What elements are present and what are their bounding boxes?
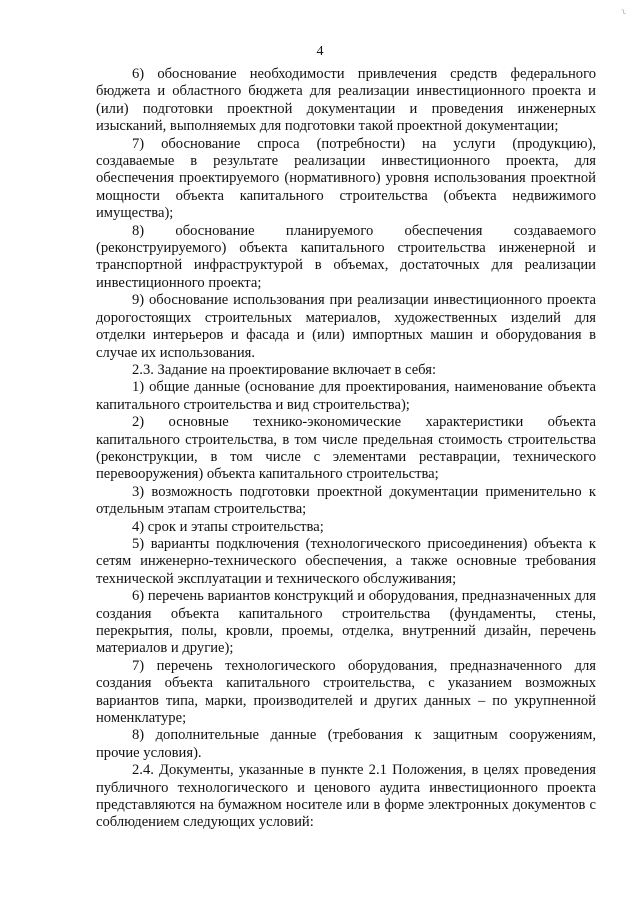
paragraph-task-3: 3) возможность подготовки проектной документации применительно к отдельным этапам строительства; bbox=[96, 483, 596, 518]
section-2-4-paragraph: 2.4. Документы, указанные в пункте 2.1 Положения, в целях проведения публичного технологического и ценового аудита инвестиционного проекта представляются на бумажном носителе или в форме электронных документов с соблюдением следующих условий: bbox=[96, 762, 596, 831]
paragraph-task-2: 2) основные технико-экономические характеристики объекта капитального строительства, в том числе предельная стоимость строительства (реконструкции, в том числе с элементами реставрации, технического перевооружения) объекта капитального строительства; bbox=[96, 414, 596, 483]
section-2-3-heading: 2.3. Задание на проектирование включает в себя: bbox=[132, 361, 437, 378]
corner-mark: ~ bbox=[616, 6, 630, 18]
paragraph-task-6: 6) перечень вариантов конструкций и оборудования, предназначенных для создания объекта капитального строительства (фундаменты, стены, перекрытия, полы, кровли, проемы, отделка, внутренний дизайн, перечень материалов и другие); bbox=[96, 588, 596, 657]
paragraph-item-6-funding: 6) обоснование необходимости привлечения средств федерального бюджета и областного бюджета для реализации инвестиционного проекта и (или) подготовки проектной документации и проведения инженерных изысканий, выполняемых для подготовки такой проектной документации; bbox=[96, 66, 596, 135]
paragraph-task-7: 7) перечень технологического оборудования, предназначенного для создания объекта капитального строительства, с указанием возможных вариантов типа, марки, производителей и других данных – по укрупненной номенклатуре; bbox=[96, 657, 596, 727]
paragraph-item-9-materials: 9) обоснование использования при реализации инвестиционного проекта дорогостоящих строительных материалов, художественных изделий для отделки интерьеров и фасада и (или) импортных машин и оборудования в случае их использования. bbox=[96, 292, 596, 361]
paragraph-item-8-infrastructure: 8) обоснование планируемого обеспечения создаваемого (реконструируемого) объекта капитального строительства инженерной и транспортной инфраструктурой в объемах, достаточных для реализации инвестиционного проекта; bbox=[96, 222, 596, 291]
paragraph-task-5: 5) варианты подключения (технологического присоединения) объекта к сетям инженерно-технического обеспечения, а также основные требования технической эксплуатации и технического обслуживания; bbox=[96, 535, 596, 587]
paragraph-task-1: 1) общие данные (основание для проектирования, наименование объекта капитального строительства и вид строительства); bbox=[96, 379, 596, 413]
page-number: 4 bbox=[316, 44, 324, 59]
paragraph-item-7-demand: 7) обоснование спроса (потребности) на услуги (продукцию), создаваемые в результате реализации инвестиционного проекта, для обеспечения проектируемого (нормативного) уровня использования проектной мощности объекта капитального строительства (объекта недвижимого имущества); bbox=[96, 135, 596, 222]
document-body bbox=[96, 66, 596, 832]
paragraph-task-4: 4) срок и этапы строительства; bbox=[132, 518, 324, 535]
paragraph-task-8: 8) дополнительные данные (требования к защитным сооружениям, прочие условия). bbox=[96, 727, 596, 761]
